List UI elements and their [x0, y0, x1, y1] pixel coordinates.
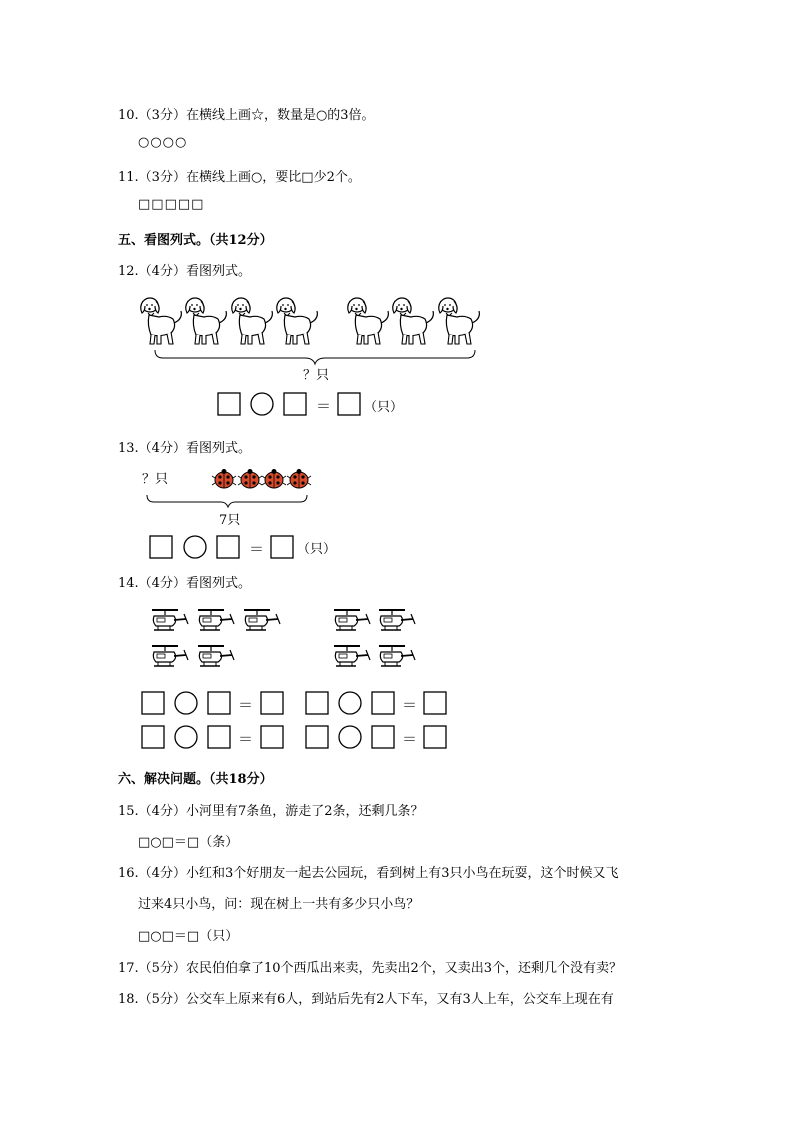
q14-r1-circle-1[interactable] [175, 692, 197, 714]
ladybug-group [212, 469, 311, 488]
question-13: 13.（4分）看图列式。 [118, 441, 251, 456]
question-11-squares: □□□□□ [138, 197, 205, 212]
question-12: 12.（4分）看图列式。 [118, 264, 251, 279]
question-17: 17.（5分）农民伯伯拿了10个西瓜出来卖，先卖出2个，又卖出3个，还剩几个没有卖？ [118, 961, 623, 976]
q14-r2-box-2[interactable] [208, 726, 230, 748]
q14-r1-circle-2[interactable] [339, 692, 361, 714]
q12-brace-label: ？只 [303, 368, 330, 383]
q14-r1-equals-2: ＝ [402, 696, 418, 714]
question-18: 18.（5分）公交车上原来有6人，到站后先有2人下车，又有3人上车，公交车上现在有 [118, 992, 614, 1007]
q14-r2-circle-1[interactable] [175, 726, 197, 748]
q16-formula: □○□＝□（只） [138, 929, 239, 944]
q12-box-1[interactable] [218, 393, 240, 415]
q14-r1-box-3[interactable] [261, 692, 283, 714]
question-16-line-2: 过来4只小鸟，问：现在树上一共有多少只小鸟？ [138, 897, 420, 912]
q14-r1-equals-1: ＝ [238, 696, 254, 714]
q14-r1-box-6[interactable] [424, 692, 446, 714]
q13-unit: （只） [297, 542, 337, 557]
q14-r2-box-4[interactable] [306, 726, 328, 748]
q14-r2-box-6[interactable] [424, 726, 446, 748]
question-10-circles: ○○○○ [138, 135, 188, 150]
q14-r1-box-5[interactable] [372, 692, 394, 714]
q13-box-2[interactable] [217, 536, 239, 558]
q12-box-2[interactable] [284, 393, 306, 415]
section-6-heading: 六、解决问题。（共18分） [118, 772, 273, 787]
question-14: 14.（4分）看图列式。 [118, 576, 251, 591]
q12-operator-circle[interactable] [251, 393, 273, 415]
q13-box-1[interactable] [150, 536, 172, 558]
q12-equals: ＝ [316, 397, 332, 415]
q14-r2-equals-1: ＝ [238, 730, 254, 748]
helicopter-group-left [152, 610, 280, 666]
q13-box-3[interactable] [271, 536, 293, 558]
q13-operator-circle[interactable] [184, 536, 206, 558]
q12-box-3[interactable] [338, 393, 360, 415]
question-11: 11.（3分）在横线上画○，要比□少2个。 [118, 170, 361, 185]
q14-r1-box-2[interactable] [208, 692, 230, 714]
question-10: 10.（3分）在横线上画☆，数量是○的3倍。 [118, 108, 375, 123]
question-16-line-1: 16.（4分）小红和3个好朋友一起去公园玩，看到树上有3只小鸟在玩耍，这个时候又飞 [118, 866, 619, 881]
q14-r2-circle-2[interactable] [339, 726, 361, 748]
section-5-heading: 五、看图列式。（共12分） [118, 233, 273, 248]
helicopter-group-right [334, 610, 415, 666]
q14-r2-box-1[interactable] [142, 726, 164, 748]
q14-r2-equals-2: ＝ [402, 730, 418, 748]
dog-group-right [348, 298, 480, 344]
ladybugs-brace [147, 495, 307, 507]
q14-r1-box-4[interactable] [306, 692, 328, 714]
dog-group-left [141, 298, 318, 344]
q13-left-label: ？只 [142, 472, 169, 487]
dogs-brace [155, 350, 475, 364]
q13-equals: ＝ [249, 540, 265, 558]
q13-brace-label: 7只 [219, 513, 241, 528]
q14-r2-box-3[interactable] [261, 726, 283, 748]
q14-r2-box-5[interactable] [372, 726, 394, 748]
q12-unit: （只） [364, 400, 404, 415]
question-15: 15.（4分）小河里有7条鱼，游走了2条，还剩几条？ [118, 804, 424, 819]
q15-formula: □○□＝□（条） [138, 835, 239, 850]
q14-r1-box-1[interactable] [142, 692, 164, 714]
